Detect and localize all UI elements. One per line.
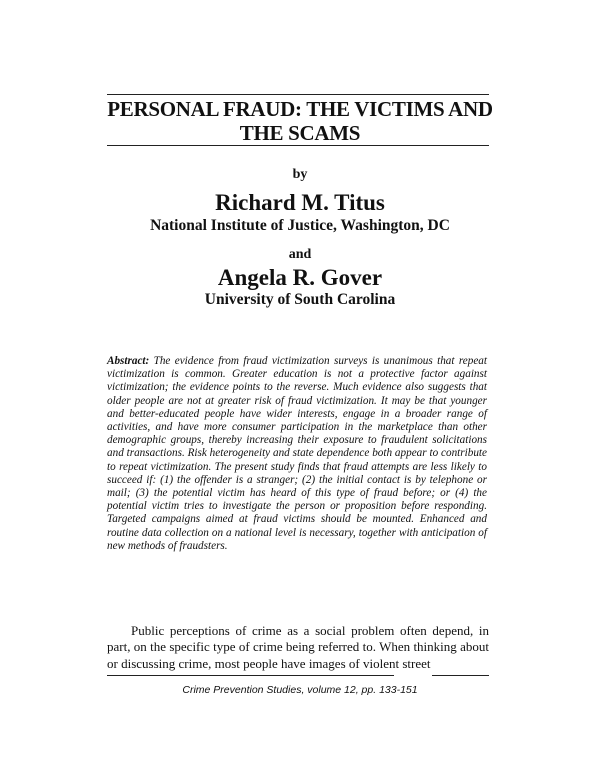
body-paragraph: Public perceptions of crime as a social problem often depend, in part, on the specific type of crime being referred to. When thinking about or discussing crime, most people have images of violent street [107, 623, 489, 671]
title-top-rule [107, 94, 489, 95]
abstract [107, 355, 487, 553]
author-2-name: Angela R. Gover [217, 265, 383, 290]
paper-title: PERSONAL FRAUD: THE VICTIMS AND THE SCAMS [107, 97, 493, 145]
title-bottom-rule [107, 145, 489, 146]
and-line: and [288, 247, 312, 262]
abstract-text: The evidence from fraud victimization surveys is unanimous that repeat victimization is common. Greater education is not a protective factor against victimization; the evidence points to the reverse. Much evidence also suggests that older people are not at greater risk of fraud victimization. It may be that younger and better-educated people have wider interests, engage in a broader range of activities, and have more consumer participation in the marketplace than other demographic groups, thereby increasing their exposure to fraudulent solicitations and transactions. Risk heterogeneity and state dependence both appear to contribute to repeat victimization. The present study finds that fraud attempts are less likely to succeed if: (1) the offender is a stranger; (2) the initial contact is by telephone or mail; (3) the potential victim has heard of this type of fraud before; or (4) the potential victim tries to investigate the person or proposition before responding. Targeted campaigns aimed at fraud victims should be mounted. Enhanced and routine data collection on a national level is necessary, together with anticipation of new methods of fraudsters. [107, 355, 487, 552]
author-1-affiliation: National Institute of Justice, Washington, DC [150, 217, 450, 234]
abstract-label: Abstract: [107, 355, 150, 367]
footer-rule-left [107, 675, 394, 676]
footer-citation: Crime Prevention Studies, volume 12, pp. 133-151 [182, 684, 418, 696]
author-2-affiliation: University of South Carolina [204, 291, 396, 308]
author-1-name: Richard M. Titus [215, 190, 385, 215]
footer-rule-right [432, 675, 489, 676]
by-line: by [292, 167, 308, 182]
